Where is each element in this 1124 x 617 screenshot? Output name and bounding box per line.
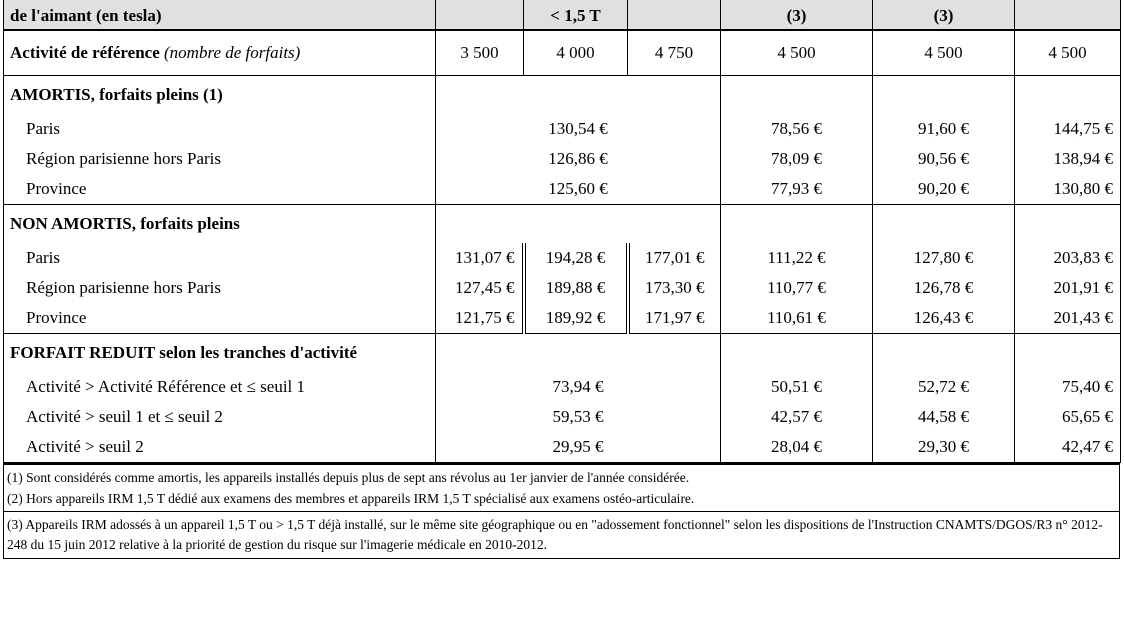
footnote-3: (3) Appareils IRM adossés à un appareil 1,5 T ou > 1,5 T déjà installé, sur le même site géographique ou en "adossement fonctionnel" selon les dispositions de l'Instruction CNAMTS/DGOS/R3 n° 2012-248 du 15 juin 2012 relative à la priorité de gestion du risque sur l'imagerie médicale en 2010-2012. [4, 511, 1119, 558]
row-label: Province [4, 303, 436, 334]
activity-value: 4 500 [1015, 30, 1121, 76]
table-row [4, 174, 1121, 205]
merged-value: 125,60 € [436, 174, 721, 205]
cell-value: 127,80 € [873, 243, 1015, 273]
merged-value: 130,54 € [436, 114, 721, 144]
merged-value: 29,95 € [436, 432, 721, 463]
cell-value: 78,56 € [721, 114, 873, 144]
cell-value: 110,61 € [721, 303, 873, 334]
cell-value: 189,88 € [524, 273, 628, 303]
table-row [4, 372, 1121, 402]
cell-value: 65,65 € [1015, 402, 1121, 432]
merged-value: 59,53 € [436, 402, 721, 432]
section-amortis-heading [4, 76, 1121, 115]
row-label: Activité > seuil 1 et ≤ seuil 2 [4, 402, 436, 432]
cell-value: 42,57 € [721, 402, 873, 432]
table-row [4, 402, 1121, 432]
cell-value: 111,22 € [721, 243, 873, 273]
activity-value: 3 500 [436, 30, 524, 76]
row-label: Province [4, 174, 436, 205]
cell-value: 50,51 € [721, 372, 873, 402]
cell-value: 130,80 € [1015, 174, 1121, 205]
row-label: Paris [4, 114, 436, 144]
activity-value: 4 750 [628, 30, 721, 76]
cell-value: 189,92 € [524, 303, 628, 334]
cell-value: 144,75 € [1015, 114, 1121, 144]
cell-value: 127,45 € [436, 273, 524, 303]
section-title: NON AMORTIS, forfaits pleins [4, 205, 436, 244]
cell-value: 126,43 € [873, 303, 1015, 334]
cell-value: 29,30 € [873, 432, 1015, 463]
cell-value: 138,94 € [1015, 144, 1121, 174]
footnote-2: (2) Hors appareils IRM 1,5 T dédié aux examens des membres et appareils IRM 1,5 T spécialisé aux examens ostéo-articulaire. [7, 491, 695, 506]
tariff-table [3, 0, 1121, 463]
cell-value: 77,93 € [721, 174, 873, 205]
cell-value: 90,56 € [873, 144, 1015, 174]
header-magnet-label: de l'aimant (en tesla) [4, 0, 436, 30]
header-col-3 [628, 0, 721, 30]
table-row [4, 303, 1121, 334]
table-row [4, 114, 1121, 144]
cell-value: 126,78 € [873, 273, 1015, 303]
row-label: Activité > seuil 2 [4, 432, 436, 463]
cell-value: 173,30 € [628, 273, 721, 303]
activity-value: 4 000 [524, 30, 628, 76]
cell-value: 52,72 € [873, 372, 1015, 402]
row-label: Région parisienne hors Paris [4, 273, 436, 303]
merged-value: 126,86 € [436, 144, 721, 174]
cell-value: 90,20 € [873, 174, 1015, 205]
cell-value: 44,58 € [873, 402, 1015, 432]
cell-value: 28,04 € [721, 432, 873, 463]
section-title: FORFAIT REDUIT selon les tranches d'activité [4, 334, 436, 373]
table-row [4, 243, 1121, 273]
section-reduit-heading [4, 334, 1121, 373]
cell-value: 91,60 € [873, 114, 1015, 144]
cell-value: 177,01 € [628, 243, 721, 273]
header-col-2: < 1,5 T [524, 0, 628, 30]
activity-value: 4 500 [873, 30, 1015, 76]
section-non-amortis-heading [4, 205, 1121, 244]
footnote-1: (1) Sont considérés comme amortis, les appareils installés depuis plus de sept ans révolus au 1er janvier de l'année considérée. [7, 470, 690, 485]
cell-value: 121,75 € [436, 303, 524, 334]
cell-value: 78,09 € [721, 144, 873, 174]
activity-value: 4 500 [721, 30, 873, 76]
cell-value: 194,28 € [524, 243, 628, 273]
activity-reference-row [4, 30, 1121, 76]
cell-value: 75,40 € [1015, 372, 1121, 402]
row-label: Région parisienne hors Paris [4, 144, 436, 174]
table-row [4, 273, 1121, 303]
footnotes [3, 463, 1120, 559]
header-col-1 [436, 0, 524, 30]
header-col-6 [1015, 0, 1121, 30]
cell-value: 171,97 € [628, 303, 721, 334]
header-col-4: (3) [721, 0, 873, 30]
cell-value: 201,43 € [1015, 303, 1121, 334]
table-row [4, 432, 1121, 463]
table-row [4, 144, 1121, 174]
cell-value: 203,83 € [1015, 243, 1121, 273]
cell-value: 42,47 € [1015, 432, 1121, 463]
header-col-5: (3) [873, 0, 1015, 30]
activity-reference-label: Activité de référence (nombre de forfaits) [4, 30, 436, 76]
row-label: Paris [4, 243, 436, 273]
tariff-table-sheet [3, 0, 1120, 559]
cell-value: 131,07 € [436, 243, 524, 273]
cell-value: 110,77 € [721, 273, 873, 303]
header-row [4, 0, 1121, 30]
section-title: AMORTIS, forfaits pleins (1) [4, 76, 436, 115]
merged-value: 73,94 € [436, 372, 721, 402]
cell-value: 201,91 € [1015, 273, 1121, 303]
row-label: Activité > Activité Référence et ≤ seuil 1 [4, 372, 436, 402]
